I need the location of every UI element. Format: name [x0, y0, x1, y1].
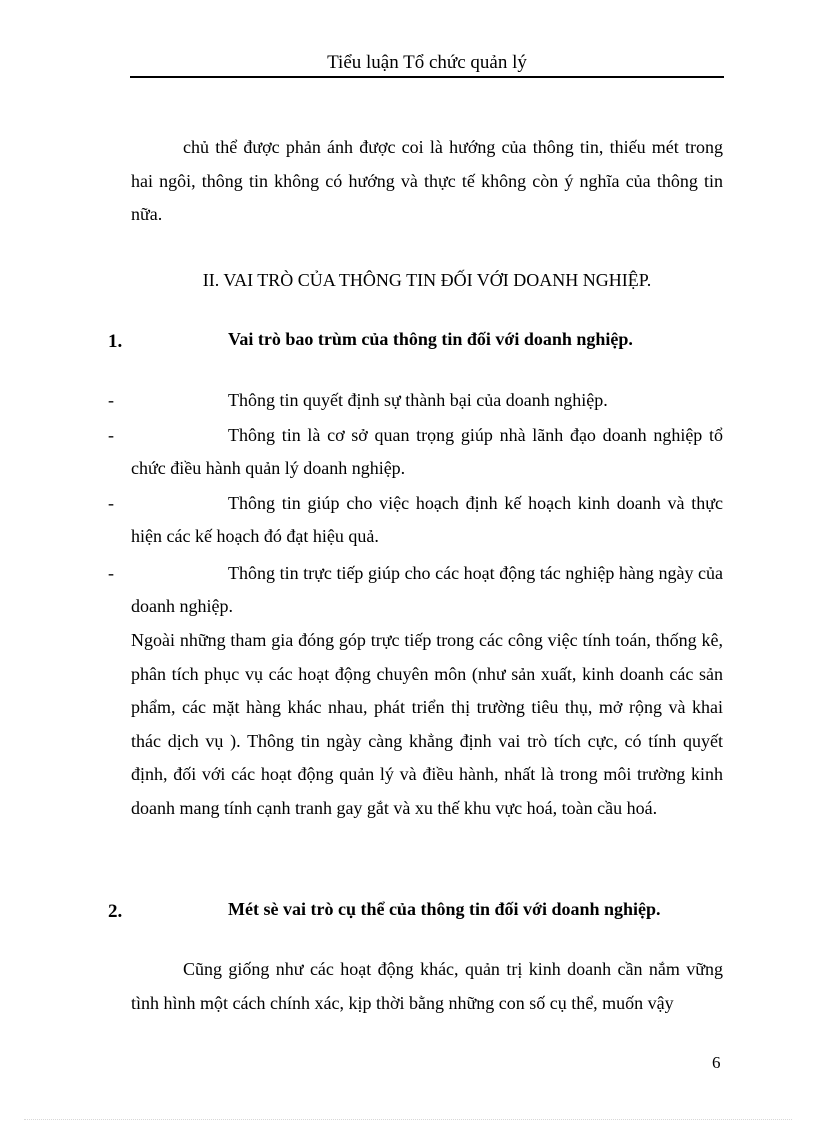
- page-header-title: Tiểu luận Tổ chức quản lý: [327, 52, 527, 73]
- bullet-item-2: Thông tin là cơ sở quan trọng giúp nhà lãnh đạo doanh nghiệp tổ chức điều hành quản lý doanh nghiệp.: [131, 425, 723, 478]
- bullet-marker: -: [108, 390, 114, 410]
- intro-paragraph: chủ thể được phản ánh được coi là hướng của thông tin, thiếu mét trong hai ngôi, thông tin không có hướng và thực tế không còn ý nghĩa của thông tin nữa.: [131, 137, 723, 224]
- subsection-2-title: Mét sè vai trò cụ thể của thông tin đối với doanh nghiệp.: [228, 899, 661, 919]
- bullet-marker: -: [108, 425, 114, 445]
- bullet-item-3: Thông tin giúp cho việc hoạch định kế hoạch kinh doanh và thực hiện các kế hoạch đó đạt hiệu quả.: [131, 493, 723, 546]
- subsection-1-number: 1.: [108, 331, 123, 352]
- page-bottom-divider: [24, 1119, 792, 1120]
- bullet-marker: -: [108, 493, 114, 513]
- page-number: 6: [712, 1053, 721, 1072]
- bullet-item-4: Thông tin trực tiếp giúp cho các hoạt động tác nghiệp hàng ngày của doanh nghiệp.: [131, 563, 723, 616]
- subsection-2-paragraph: Cũng giống như các hoạt động khác, quản trị kinh doanh cần nắm vững tình hình một cách chính xác, kịp thời bằng những con số cụ thể, muốn vậy: [131, 959, 723, 1013]
- header-rule: [130, 76, 724, 78]
- bullet-marker: -: [108, 563, 114, 583]
- section-heading: II. VAI TRÒ CỦA THÔNG TIN ĐỐI VỚI DOANH NGHIỆP.: [202, 270, 652, 290]
- subsection-1-paragraph: Ngoài những tham gia đóng góp trực tiếp trong các công việc tính toán, thống kê, phân tích phục vụ các hoạt động chuyên môn (như sản xuất, kinh doanh các sản phẩm, các mặt hàng khác nhau, phát triển thị trường tiêu thụ, mở rộng và khai thác dịch vụ ). Thông tin ngày càng khẳng định vai trò tích cực, có tính quyết định, đối với các hoạt động quản lý và điều hành, nhất là trong môi trường kinh doanh mang tính cạnh tranh gay gắt và xu thế khu vực hoá, toàn cầu hoá.: [131, 630, 723, 818]
- subsection-1-title: Vai trò bao trùm của thông tin đối với doanh nghiệp.: [228, 329, 633, 349]
- subsection-2-number: 2.: [108, 901, 123, 922]
- bullet-item-1: Thông tin quyết định sự thành bại của doanh nghiệp.: [228, 390, 608, 410]
